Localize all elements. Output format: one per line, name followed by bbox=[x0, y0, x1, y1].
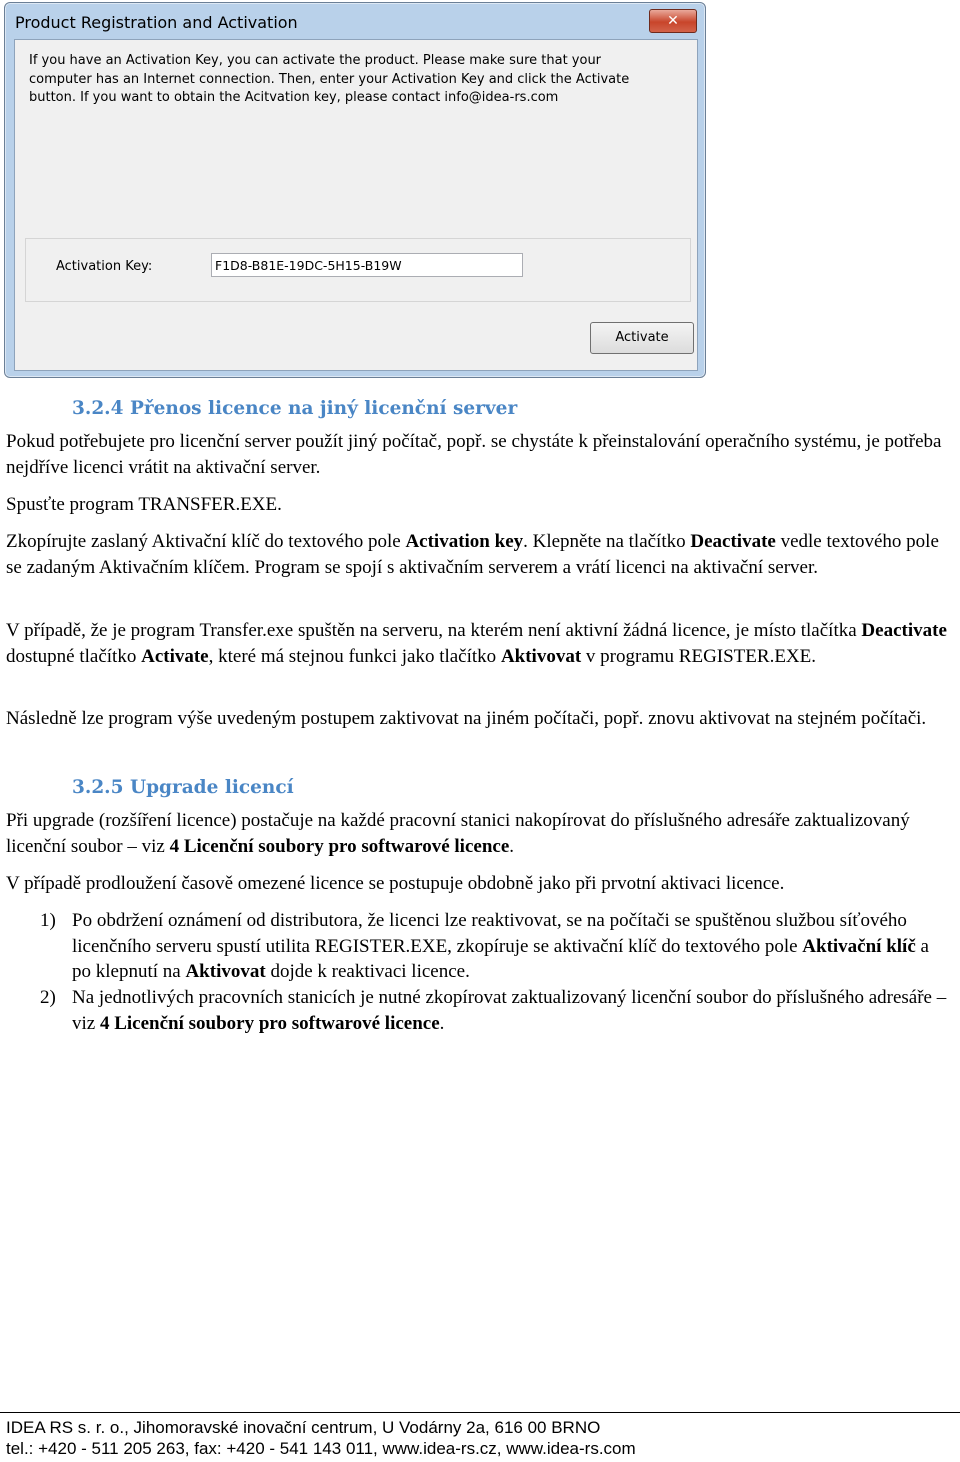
activation-key-input[interactable]: F1D8-B81E-19DC-5H15-B19W bbox=[211, 253, 523, 277]
section-heading-325: 3.2.5 Upgrade licencí bbox=[72, 777, 294, 798]
activate-button[interactable]: Activate bbox=[590, 322, 694, 354]
paragraph: Následně lze program výše uvedeným postupem zaktivovat na jiném počítači, popř. znovu aktivovat na stejném počítači. bbox=[6, 708, 927, 729]
list-item: Po obdržení oznámení od distributora, že licenci lze reaktivovat, se na počítači se spuštěnou službou síťového licenčního serveru spustí utilita REGISTER.EXE, zkopíruje se aktivační klíč do textového pole Aktivační klíč a po klepnutí na Aktivovat dojde k reaktivaci licence. bbox=[72, 910, 929, 982]
paragraph: V případě prodloužení časově omezené licence se postupuje obdobně jako při prvotní aktivaci licence. bbox=[6, 873, 785, 894]
close-button[interactable]: ✕ bbox=[649, 9, 697, 33]
paragraph: Spusťte program TRANSFER.EXE. bbox=[6, 494, 282, 515]
activation-dialog-screenshot bbox=[4, 2, 706, 378]
bold-term: Deactivate bbox=[861, 620, 947, 641]
paragraph: Pokud potřebujete pro licenční server použít jiný počítač, popř. se chystáte k přeinstalování operačního systému, je potřeba nejdříve licenci vrátit na aktivační server. bbox=[6, 431, 942, 478]
bold-term: Deactivate bbox=[690, 531, 776, 552]
dialog-body bbox=[14, 39, 698, 371]
footer-divider bbox=[0, 1412, 960, 1413]
bold-term: 4 Licenční soubory pro softwarové licence bbox=[169, 835, 510, 857]
bold-term: Activation key bbox=[405, 531, 524, 552]
bold-term: Aktivační klíč bbox=[802, 935, 916, 957]
dialog-title: Product Registration and Activation bbox=[15, 13, 298, 32]
section-heading-324: 3.2.4 Přenos licence na jiný licenční server bbox=[72, 398, 518, 419]
dialog-intro bbox=[29, 52, 679, 108]
bold-term: Aktivovat bbox=[185, 961, 266, 982]
paragraph: Při upgrade (rozšíření licence) postačuje na každé pracovní stanici nakopírovat do příslušného adresáře zaktualizovaný licenční soubor – viz 4 Licenční soubory pro softwarové licence. bbox=[6, 810, 910, 857]
footer-address: IDEA RS s. r. o., Jihomoravské inovační centrum, U Vodárny 2a, 616 00 BRNO bbox=[6, 1418, 601, 1437]
intro-line: button. If you want to obtain the Acitvation key, please contact info@idea-rs.com bbox=[29, 90, 559, 105]
bold-term: 4 Licenční soubory pro softwarové licence bbox=[99, 1012, 440, 1034]
list-number: 1) bbox=[40, 910, 56, 931]
paragraph: Zkopírujte zaslaný Aktivační klíč do textového pole Activation key. Klepněte na tlačítko Deactivate vedle textového pole se zadaným Aktivačním klíčem. Program se spojí s aktivačním serverem a vrátí licenci na aktivační server. bbox=[6, 531, 939, 578]
activation-key-group bbox=[25, 238, 691, 302]
list-item: Na jednotlivých pracovních stanicích je nutné zkopírovat zaktualizovaný licenční soubor do příslušného adresáře – viz 4 Licenční soubory pro softwarové licence. bbox=[72, 987, 947, 1034]
intro-line: If you have an Activation Key, you can activate the product. Please make sure that your bbox=[29, 53, 602, 68]
activation-key-label: Activation Key: bbox=[56, 259, 153, 274]
intro-line: computer has an Internet connection. Then, enter your Activation Key and click the Activate bbox=[29, 71, 630, 87]
paragraph: V případě, že je program Transfer.exe spuštěn na serveru, na kterém není aktivní žádná licence, je místo tlačítka Deactivate dostupné tlačítko Activate, které má stejnou funkci jako tlačítko Aktivovat v programu REGISTER.EXE. bbox=[6, 620, 947, 667]
list-number: 2) bbox=[40, 987, 56, 1008]
footer-contacts: tel.: +420 - 511 205 263, fax: +420 - 541 143 011, www.idea-rs.cz, www.idea-rs.com bbox=[6, 1439, 636, 1458]
bold-term: Activate bbox=[141, 645, 209, 667]
bold-term: Aktivovat bbox=[500, 645, 582, 667]
